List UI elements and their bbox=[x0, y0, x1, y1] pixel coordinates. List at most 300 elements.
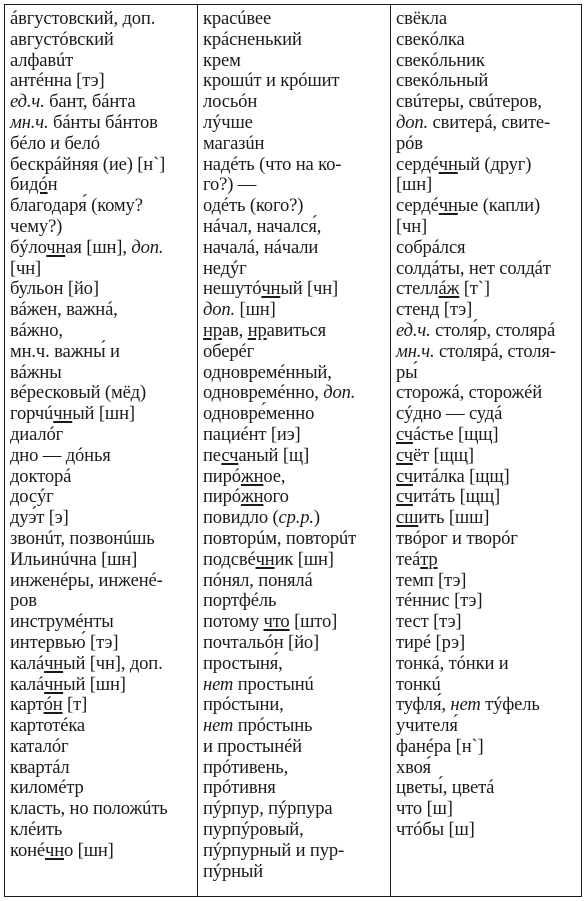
underlined-fragment: сч bbox=[396, 444, 413, 466]
text-fragment: ав, bbox=[221, 319, 248, 341]
text-fragment: калá bbox=[10, 652, 45, 674]
text-fragment: антéнна [тэ] bbox=[10, 70, 105, 92]
word-line bbox=[396, 217, 581, 238]
word-line bbox=[396, 321, 581, 342]
text-fragment: мн.ч. важны́ и bbox=[10, 340, 120, 362]
text-fragment: конé bbox=[10, 839, 45, 861]
word-line bbox=[10, 155, 197, 176]
word-line bbox=[396, 737, 581, 758]
text-fragment: алфавúт bbox=[10, 49, 74, 71]
word-line bbox=[396, 675, 581, 696]
text-fragment: пýрный bbox=[203, 860, 264, 882]
text-fragment: лýчше bbox=[203, 111, 253, 133]
text-fragment: каталóг bbox=[10, 735, 69, 757]
text-fragment: ый [чн], доп. bbox=[63, 652, 163, 674]
text-fragment: Ильинúчна [шн] bbox=[10, 548, 138, 570]
text-fragment: теá bbox=[396, 548, 421, 570]
underlined-fragment: что bbox=[263, 611, 290, 633]
text-fragment: пирó bbox=[203, 486, 241, 508]
word-line bbox=[203, 716, 390, 737]
text-fragment: сторожá, сторожéй bbox=[396, 382, 543, 404]
text-fragment: магазúн bbox=[203, 132, 265, 154]
text-fragment: прóстыни, bbox=[203, 694, 284, 716]
text-fragment: твóрог и творóг bbox=[396, 527, 518, 549]
word-line bbox=[10, 321, 197, 342]
word-line bbox=[396, 30, 581, 51]
underlined-fragment: сч bbox=[396, 465, 413, 487]
word-line bbox=[396, 654, 581, 675]
word-line bbox=[10, 342, 197, 363]
word-line bbox=[203, 446, 390, 467]
text-fragment: пе bbox=[203, 444, 222, 466]
column-2 bbox=[198, 5, 391, 896]
word-line bbox=[203, 571, 390, 592]
text-fragment: пациéнт [иэ] bbox=[203, 423, 301, 445]
text-fragment: что [ш] bbox=[396, 798, 453, 820]
text-fragment: пирó bbox=[203, 465, 241, 487]
underlined-fragment: тр bbox=[420, 548, 438, 570]
word-line bbox=[203, 425, 390, 446]
text-fragment: горчú bbox=[10, 403, 54, 425]
text-fragment: августóвский bbox=[10, 28, 114, 50]
word-line bbox=[10, 467, 197, 488]
word-line bbox=[396, 342, 581, 363]
text-fragment: крошúт и крóшит bbox=[203, 70, 340, 92]
column-1 bbox=[5, 5, 198, 896]
text-fragment: ый [чн] bbox=[280, 278, 339, 300]
word-line bbox=[203, 71, 390, 92]
text-fragment: докторá bbox=[10, 465, 72, 487]
word-line bbox=[203, 363, 390, 384]
underlined-fragment: óн bbox=[43, 694, 63, 716]
word-line bbox=[10, 820, 197, 841]
word-line bbox=[396, 9, 581, 30]
text-fragment: ого bbox=[263, 486, 289, 508]
word-line bbox=[203, 9, 390, 30]
word-line bbox=[396, 155, 581, 176]
word-line bbox=[10, 529, 197, 550]
text-fragment: киломéтр bbox=[10, 777, 84, 799]
underlined-fragment: чн bbox=[45, 839, 65, 861]
text-fragment: ) bbox=[313, 507, 320, 529]
word-line bbox=[396, 113, 581, 134]
word-table bbox=[4, 4, 582, 897]
word-line bbox=[203, 799, 390, 820]
text-fragment: звонúт, позвонúшь bbox=[10, 527, 155, 549]
word-line bbox=[10, 654, 197, 675]
word-line bbox=[203, 217, 390, 238]
word-line bbox=[203, 550, 390, 571]
word-line bbox=[396, 92, 581, 113]
text-fragment: столя́р, столярá bbox=[430, 319, 556, 341]
text-fragment: потому bbox=[203, 611, 264, 633]
word-line bbox=[203, 404, 390, 425]
text-fragment: [т] bbox=[62, 694, 88, 716]
word-line bbox=[203, 591, 390, 612]
word-line bbox=[203, 508, 390, 529]
text-fragment: туфля́, bbox=[396, 694, 451, 716]
text-fragment: стелл bbox=[396, 278, 439, 300]
word-line bbox=[396, 529, 581, 550]
text-fragment: ые (капли) bbox=[457, 195, 540, 217]
word-line bbox=[10, 550, 197, 571]
word-line bbox=[10, 675, 197, 696]
grammar-note: мн.ч. bbox=[396, 340, 435, 362]
word-line bbox=[10, 113, 197, 134]
grammar-note: ед.ч. bbox=[10, 91, 45, 113]
word-line bbox=[396, 196, 581, 217]
word-line bbox=[203, 529, 390, 550]
word-line bbox=[10, 508, 197, 529]
word-line bbox=[396, 425, 581, 446]
text-fragment: свитерá, свитe- bbox=[428, 111, 551, 133]
word-line bbox=[203, 279, 390, 300]
text-fragment: подсвé bbox=[203, 548, 256, 570]
text-fragment: рóв bbox=[396, 132, 423, 154]
text-fragment: инженéры, инженé- bbox=[10, 569, 163, 591]
word-line bbox=[396, 51, 581, 72]
text-fragment: [чн] bbox=[10, 257, 42, 279]
underlined-fragment: жн bbox=[240, 486, 264, 508]
word-line bbox=[10, 51, 197, 72]
text-fragment: вáжен, важнá, bbox=[10, 299, 118, 321]
word-line bbox=[396, 716, 581, 737]
text-fragment: стенд [тэ] bbox=[396, 299, 473, 321]
text-fragment: [чн] bbox=[396, 215, 428, 237]
text-fragment: пýрпур, пýрпура bbox=[203, 798, 333, 820]
underlined-fragment: сч bbox=[221, 444, 239, 466]
word-line bbox=[203, 342, 390, 363]
text-fragment: учителя́ bbox=[396, 715, 458, 737]
text-fragment: повидло ( bbox=[203, 507, 279, 529]
word-line bbox=[10, 591, 197, 612]
text-fragment: тýфель bbox=[480, 694, 540, 716]
word-line bbox=[203, 196, 390, 217]
word-line bbox=[10, 9, 197, 30]
text-fragment: вáжны bbox=[10, 361, 62, 383]
text-fragment: ров bbox=[10, 590, 37, 612]
grammar-note: нет bbox=[450, 694, 481, 716]
underlined-fragment: сч bbox=[396, 486, 413, 508]
word-line bbox=[203, 654, 390, 675]
text-fragment: началá, нáчали bbox=[203, 236, 319, 258]
word-line bbox=[10, 71, 197, 92]
text-fragment: свекóлка bbox=[396, 28, 465, 50]
word-line bbox=[396, 758, 581, 779]
underlined-fragment: чн bbox=[44, 673, 64, 695]
text-fragment: ый [шн] bbox=[72, 403, 135, 425]
text-fragment: красúвее bbox=[203, 8, 272, 29]
underlined-fragment: сш bbox=[396, 507, 419, 529]
text-fragment: свúтеры, свúтеров, bbox=[396, 91, 542, 113]
text-fragment: надéть (что на ко- bbox=[203, 153, 342, 175]
text-fragment: класть, но положúть bbox=[10, 798, 168, 820]
word-line bbox=[203, 737, 390, 758]
text-fragment: фанéра [н`] bbox=[396, 735, 484, 757]
text-fragment: прóтивня bbox=[203, 777, 276, 799]
underlined-fragment: чн bbox=[438, 153, 458, 175]
word-line bbox=[396, 71, 581, 92]
underlined-fragment: чн bbox=[261, 278, 281, 300]
text-fragment: áвгустовский, доп. bbox=[10, 8, 156, 29]
text-fragment: [т`] bbox=[459, 278, 490, 300]
text-fragment: ый [шн] bbox=[63, 673, 126, 695]
word-line bbox=[10, 799, 197, 820]
word-line bbox=[396, 633, 581, 654]
text-fragment: интервью́ [тэ] bbox=[10, 631, 119, 653]
text-fragment: [шн] bbox=[235, 299, 276, 321]
text-fragment: пóнял, понялá bbox=[203, 569, 313, 591]
text-fragment: благодаря́ (кому? bbox=[10, 195, 143, 217]
text-fragment: простынú bbox=[233, 673, 314, 695]
word-line bbox=[203, 820, 390, 841]
word-line bbox=[10, 446, 197, 467]
word-line bbox=[396, 487, 581, 508]
word-line bbox=[10, 737, 197, 758]
word-line bbox=[10, 196, 197, 217]
text-fragment: простыня́, bbox=[203, 652, 283, 674]
word-line bbox=[396, 571, 581, 592]
text-fragment: одновремéнный, bbox=[203, 361, 332, 383]
word-line bbox=[10, 571, 197, 592]
grammar-note: нет bbox=[203, 673, 234, 695]
text-fragment: темп [тэ] bbox=[396, 569, 467, 591]
word-line bbox=[396, 279, 581, 300]
word-line bbox=[10, 425, 197, 446]
text-fragment: ик [шн] bbox=[274, 548, 334, 570]
word-line bbox=[10, 92, 197, 113]
text-fragment: свекóльный bbox=[396, 70, 489, 92]
word-line bbox=[10, 841, 197, 862]
text-fragment: повторúм, повторúт bbox=[203, 527, 357, 549]
word-line bbox=[10, 612, 197, 633]
word-line bbox=[10, 30, 197, 51]
text-fragment: вéресковый (мёд) bbox=[10, 382, 147, 404]
word-line bbox=[203, 175, 390, 196]
word-line bbox=[396, 446, 581, 467]
text-fragment: карт bbox=[10, 694, 44, 716]
text-fragment: итáлка [щщ] bbox=[412, 465, 510, 487]
word-line bbox=[203, 321, 390, 342]
underlined-fragment: нр bbox=[247, 319, 267, 341]
word-line bbox=[203, 862, 390, 883]
word-line bbox=[203, 383, 390, 404]
word-line bbox=[203, 695, 390, 716]
word-line bbox=[396, 550, 581, 571]
word-line bbox=[396, 591, 581, 612]
underlined-fragment: чн bbox=[53, 403, 73, 425]
word-line bbox=[10, 404, 197, 425]
word-line bbox=[203, 30, 390, 51]
word-line bbox=[203, 612, 390, 633]
underlined-fragment: áж bbox=[438, 278, 460, 300]
grammar-note: доп. bbox=[396, 111, 429, 133]
underlined-fragment: чн bbox=[46, 236, 66, 258]
text-fragment: чтóбы [ш] bbox=[396, 819, 475, 841]
text-fragment: бáнты бáнтов bbox=[48, 111, 158, 133]
text-fragment: калá bbox=[10, 673, 45, 695]
text-fragment: го?) — bbox=[203, 174, 257, 196]
text-fragment: ая [шн], bbox=[65, 236, 132, 258]
word-line bbox=[203, 467, 390, 488]
text-fragment: нáчал, начался́, bbox=[203, 215, 322, 237]
word-line bbox=[396, 259, 581, 280]
underlined-fragment: чн bbox=[438, 195, 458, 217]
text-fragment: ый (друг) bbox=[457, 153, 532, 175]
grammar-note: мн.ч. bbox=[10, 111, 49, 133]
text-fragment: квартáл bbox=[10, 756, 70, 778]
text-fragment: бескрáйняя (ие) [н`] bbox=[10, 153, 166, 175]
word-line bbox=[203, 259, 390, 280]
text-fragment: одéть (кого?) bbox=[203, 195, 304, 217]
word-line bbox=[396, 695, 581, 716]
word-line bbox=[203, 675, 390, 696]
word-line bbox=[10, 363, 197, 384]
underlined-fragment: нр bbox=[203, 319, 222, 341]
word-line bbox=[203, 113, 390, 134]
text-fragment: столярá, столя- bbox=[434, 340, 556, 362]
text-fragment: собрáлся bbox=[396, 236, 466, 258]
word-line bbox=[203, 238, 390, 259]
text-fragment: ое, bbox=[263, 465, 286, 487]
grammar-note: нет bbox=[203, 715, 234, 737]
word-line bbox=[396, 363, 581, 384]
text-fragment: портфéль bbox=[203, 590, 277, 612]
word-line bbox=[396, 820, 581, 841]
text-fragment: тонкú bbox=[396, 673, 441, 695]
word-line bbox=[396, 467, 581, 488]
underlined-fragment: дó bbox=[29, 174, 48, 196]
text-fragment: тéннис [тэ] bbox=[396, 590, 483, 612]
text-fragment: би bbox=[10, 174, 30, 196]
word-line bbox=[10, 758, 197, 779]
text-fragment: áстье [щщ] bbox=[412, 423, 499, 445]
text-fragment: цветы́, цветá bbox=[396, 777, 495, 799]
word-line bbox=[10, 487, 197, 508]
word-line bbox=[203, 300, 390, 321]
text-fragment: о [шн] bbox=[64, 839, 114, 861]
text-fragment: свекóльник bbox=[396, 49, 485, 71]
text-fragment: пурпýровый, bbox=[203, 819, 304, 841]
text-fragment: пýрпурный и пур- bbox=[203, 839, 345, 861]
word-line bbox=[203, 51, 390, 72]
text-fragment: солдáты, нет солдáт bbox=[396, 257, 551, 279]
text-fragment: свёкла bbox=[396, 8, 447, 29]
word-line bbox=[396, 383, 581, 404]
word-line bbox=[203, 778, 390, 799]
word-line bbox=[10, 238, 197, 259]
text-fragment: тирé [рэ] bbox=[396, 631, 466, 653]
word-line bbox=[10, 300, 197, 321]
word-line bbox=[396, 238, 581, 259]
grammar-note: доп. bbox=[203, 299, 236, 321]
word-line bbox=[396, 612, 581, 633]
text-fragment: крáсненький bbox=[203, 28, 302, 50]
text-fragment: недýг bbox=[203, 257, 247, 279]
text-fragment: инструмéнты bbox=[10, 611, 114, 633]
text-fragment: и простынéй bbox=[203, 735, 302, 757]
text-fragment: сердé bbox=[396, 153, 439, 175]
text-fragment: досýг bbox=[10, 486, 54, 508]
text-fragment: одновре́менно bbox=[203, 403, 315, 425]
word-line bbox=[10, 778, 197, 799]
word-line bbox=[396, 300, 581, 321]
grammar-note: ед.ч. bbox=[396, 319, 431, 341]
text-fragment: аный [щ] bbox=[238, 444, 310, 466]
text-fragment: ры́ bbox=[396, 361, 418, 383]
word-line bbox=[10, 695, 197, 716]
text-fragment: крем bbox=[203, 49, 241, 71]
text-fragment: тонкá, тóнки и bbox=[396, 652, 509, 674]
text-fragment: бульон [йо] bbox=[10, 278, 99, 300]
text-fragment: ить [шш] bbox=[418, 507, 490, 529]
underlined-fragment: чн bbox=[44, 652, 64, 674]
word-line bbox=[396, 175, 581, 196]
text-fragment: [што] bbox=[289, 611, 338, 633]
word-line bbox=[396, 404, 581, 425]
text-fragment: диалóг bbox=[10, 423, 64, 445]
text-fragment: почтальóн [йо] bbox=[203, 631, 320, 653]
text-fragment: оберéг bbox=[203, 340, 255, 362]
word-line bbox=[203, 155, 390, 176]
word-line bbox=[203, 134, 390, 155]
grammar-note: доп. bbox=[131, 236, 164, 258]
text-fragment: чему?) bbox=[10, 215, 63, 237]
word-line bbox=[396, 134, 581, 155]
word-line bbox=[10, 633, 197, 654]
text-fragment: лосьóн bbox=[203, 91, 258, 113]
text-fragment: прóстынь bbox=[233, 715, 313, 737]
word-line bbox=[10, 279, 197, 300]
underlined-fragment: жн bbox=[240, 465, 264, 487]
underlined-fragment: сч bbox=[396, 423, 413, 445]
text-fragment: [шн] bbox=[396, 174, 433, 196]
word-line bbox=[396, 778, 581, 799]
word-line bbox=[10, 217, 197, 238]
word-line bbox=[203, 633, 390, 654]
grammar-note: ср.р. bbox=[278, 507, 314, 529]
text-fragment: итáть [щщ] bbox=[412, 486, 501, 508]
word-line bbox=[10, 175, 197, 196]
text-fragment: картотéка bbox=[10, 715, 86, 737]
text-fragment: нешутó bbox=[203, 278, 262, 300]
word-line bbox=[10, 134, 197, 155]
text-fragment: сýдно — судá bbox=[396, 403, 503, 425]
text-fragment: авиться bbox=[266, 319, 326, 341]
text-fragment: дно — дóнья bbox=[10, 444, 111, 466]
word-line bbox=[203, 487, 390, 508]
text-fragment: ёт [щщ] bbox=[412, 444, 474, 466]
text-fragment: прóтивень, bbox=[203, 756, 289, 778]
grammar-note: доп. bbox=[323, 382, 356, 404]
text-fragment: бéло и белó bbox=[10, 132, 100, 154]
text-fragment: н bbox=[47, 174, 58, 196]
underlined-fragment: чн bbox=[255, 548, 275, 570]
word-line bbox=[203, 758, 390, 779]
word-line bbox=[10, 259, 197, 280]
word-line bbox=[396, 799, 581, 820]
text-fragment: хвоя́ bbox=[396, 756, 431, 778]
column-3 bbox=[391, 5, 581, 896]
text-fragment: тест [тэ] bbox=[396, 611, 462, 633]
text-fragment: клéить bbox=[10, 819, 63, 841]
text-fragment: вáжно, bbox=[10, 319, 63, 341]
text-fragment: бýло bbox=[10, 236, 47, 258]
word-line bbox=[10, 383, 197, 404]
word-line bbox=[10, 716, 197, 737]
text-fragment: дуэ́т [э] bbox=[10, 507, 69, 529]
text-fragment: одновремéнно, bbox=[203, 382, 324, 404]
